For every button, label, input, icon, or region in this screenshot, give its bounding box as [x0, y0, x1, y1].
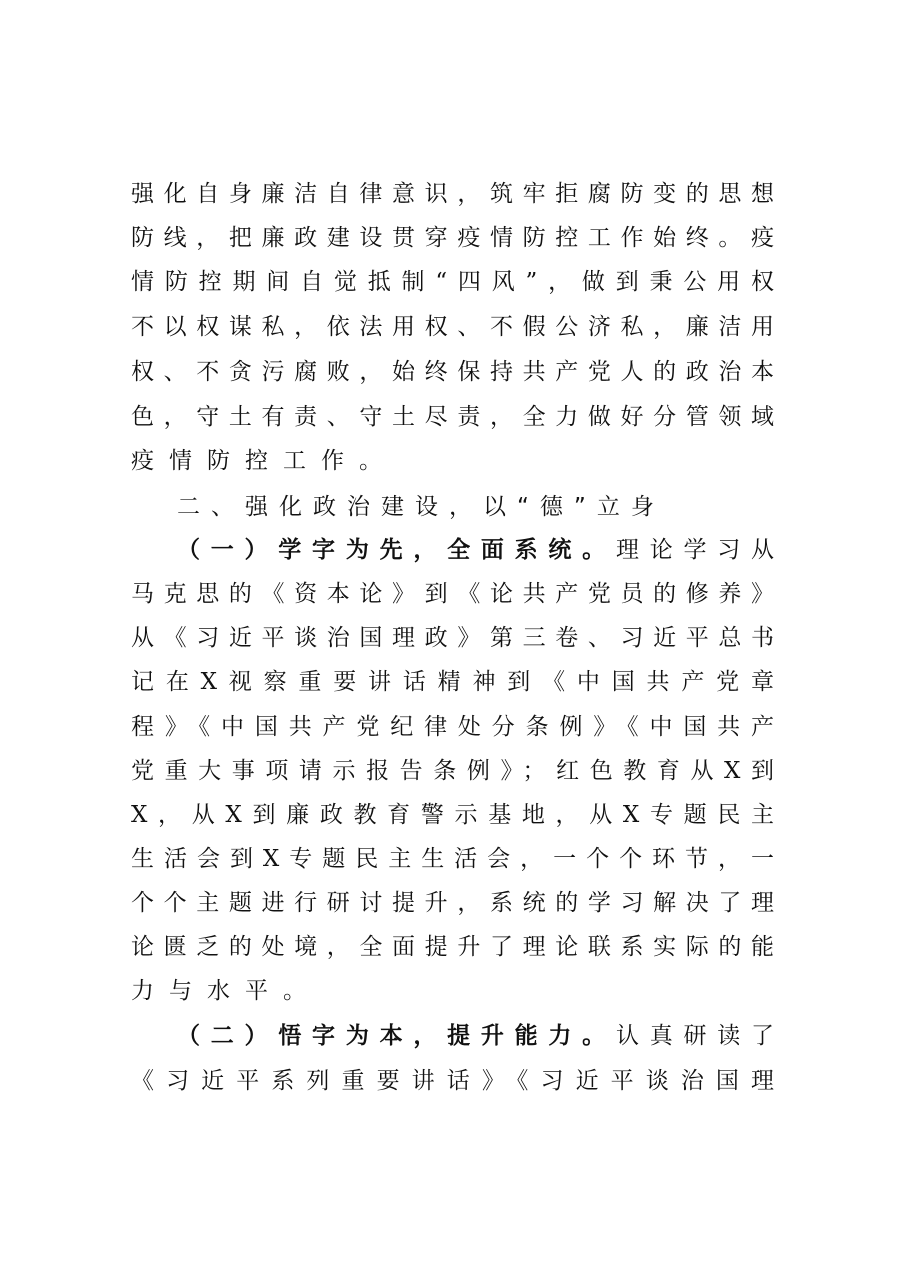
subsection-first-line-text: 理论学习从 — [615, 537, 777, 563]
paragraph-line: 生活会到X专题民主生活会，一个个环节，一 — [131, 846, 776, 872]
section-heading: 二、强化政治建设，以“德”立身 — [177, 494, 665, 520]
paragraph-line: 程》《中国共产党纪律处分条例》《中国共产 — [131, 714, 776, 740]
paragraph-line: 党重大事项请示报告条例》；红色教育从X到 — [131, 758, 776, 784]
paragraph-line: 权、不贪污腐败，始终保持共产党人的政治本 — [131, 359, 776, 385]
paragraph-line: 情防控期间自觉抵制“四风”，做到秉公用权 — [131, 269, 776, 295]
paragraph-line: 论匮乏的处境，全面提升了理论联系实际的能 — [131, 934, 776, 960]
paragraph-line: 个个主题进行研讨提升，系统的学习解决了理 — [131, 890, 776, 916]
subsection-first-line — [177, 1014, 776, 1058]
subsection-first-line — [177, 528, 776, 572]
subsection-title: （一）学字为先，全面系统。 — [177, 537, 616, 563]
paragraph-line: 疫情防控工作。 — [131, 448, 397, 474]
paragraph-line: 不以权谋私，依法用权、不假公济私，廉洁用 — [131, 314, 776, 340]
paragraph-line: 从《习近平谈治国理政》第三卷、习近平总书 — [131, 625, 776, 651]
paragraph-line: 《习近平系列重要讲话》《习近平谈治国理 — [131, 1068, 776, 1094]
paragraph-line: 色，守土有责、守土尽责，全力做好分管领域 — [131, 404, 776, 430]
subsection-title: （二）悟字为本，提升能力。 — [177, 1023, 616, 1049]
paragraph-line: X，从X到廉政教育警示基地，从X专题民主 — [131, 802, 776, 828]
subsection-first-line-text: 认真研读了 — [615, 1023, 777, 1049]
paragraph-line: 防线，把廉政建设贯穿疫情防控工作始终。疫 — [131, 225, 776, 251]
paragraph-line: 力与水平。 — [131, 978, 321, 1004]
paragraph-line: 马克思的《资本论》到《论共产党员的修养》 — [131, 581, 776, 607]
paragraph-line: 记在X视察重要讲话精神到《中国共产党章 — [131, 669, 776, 695]
paragraph-line: 强化自身廉洁自律意识，筑牢拒腐防变的思想 — [131, 181, 776, 207]
